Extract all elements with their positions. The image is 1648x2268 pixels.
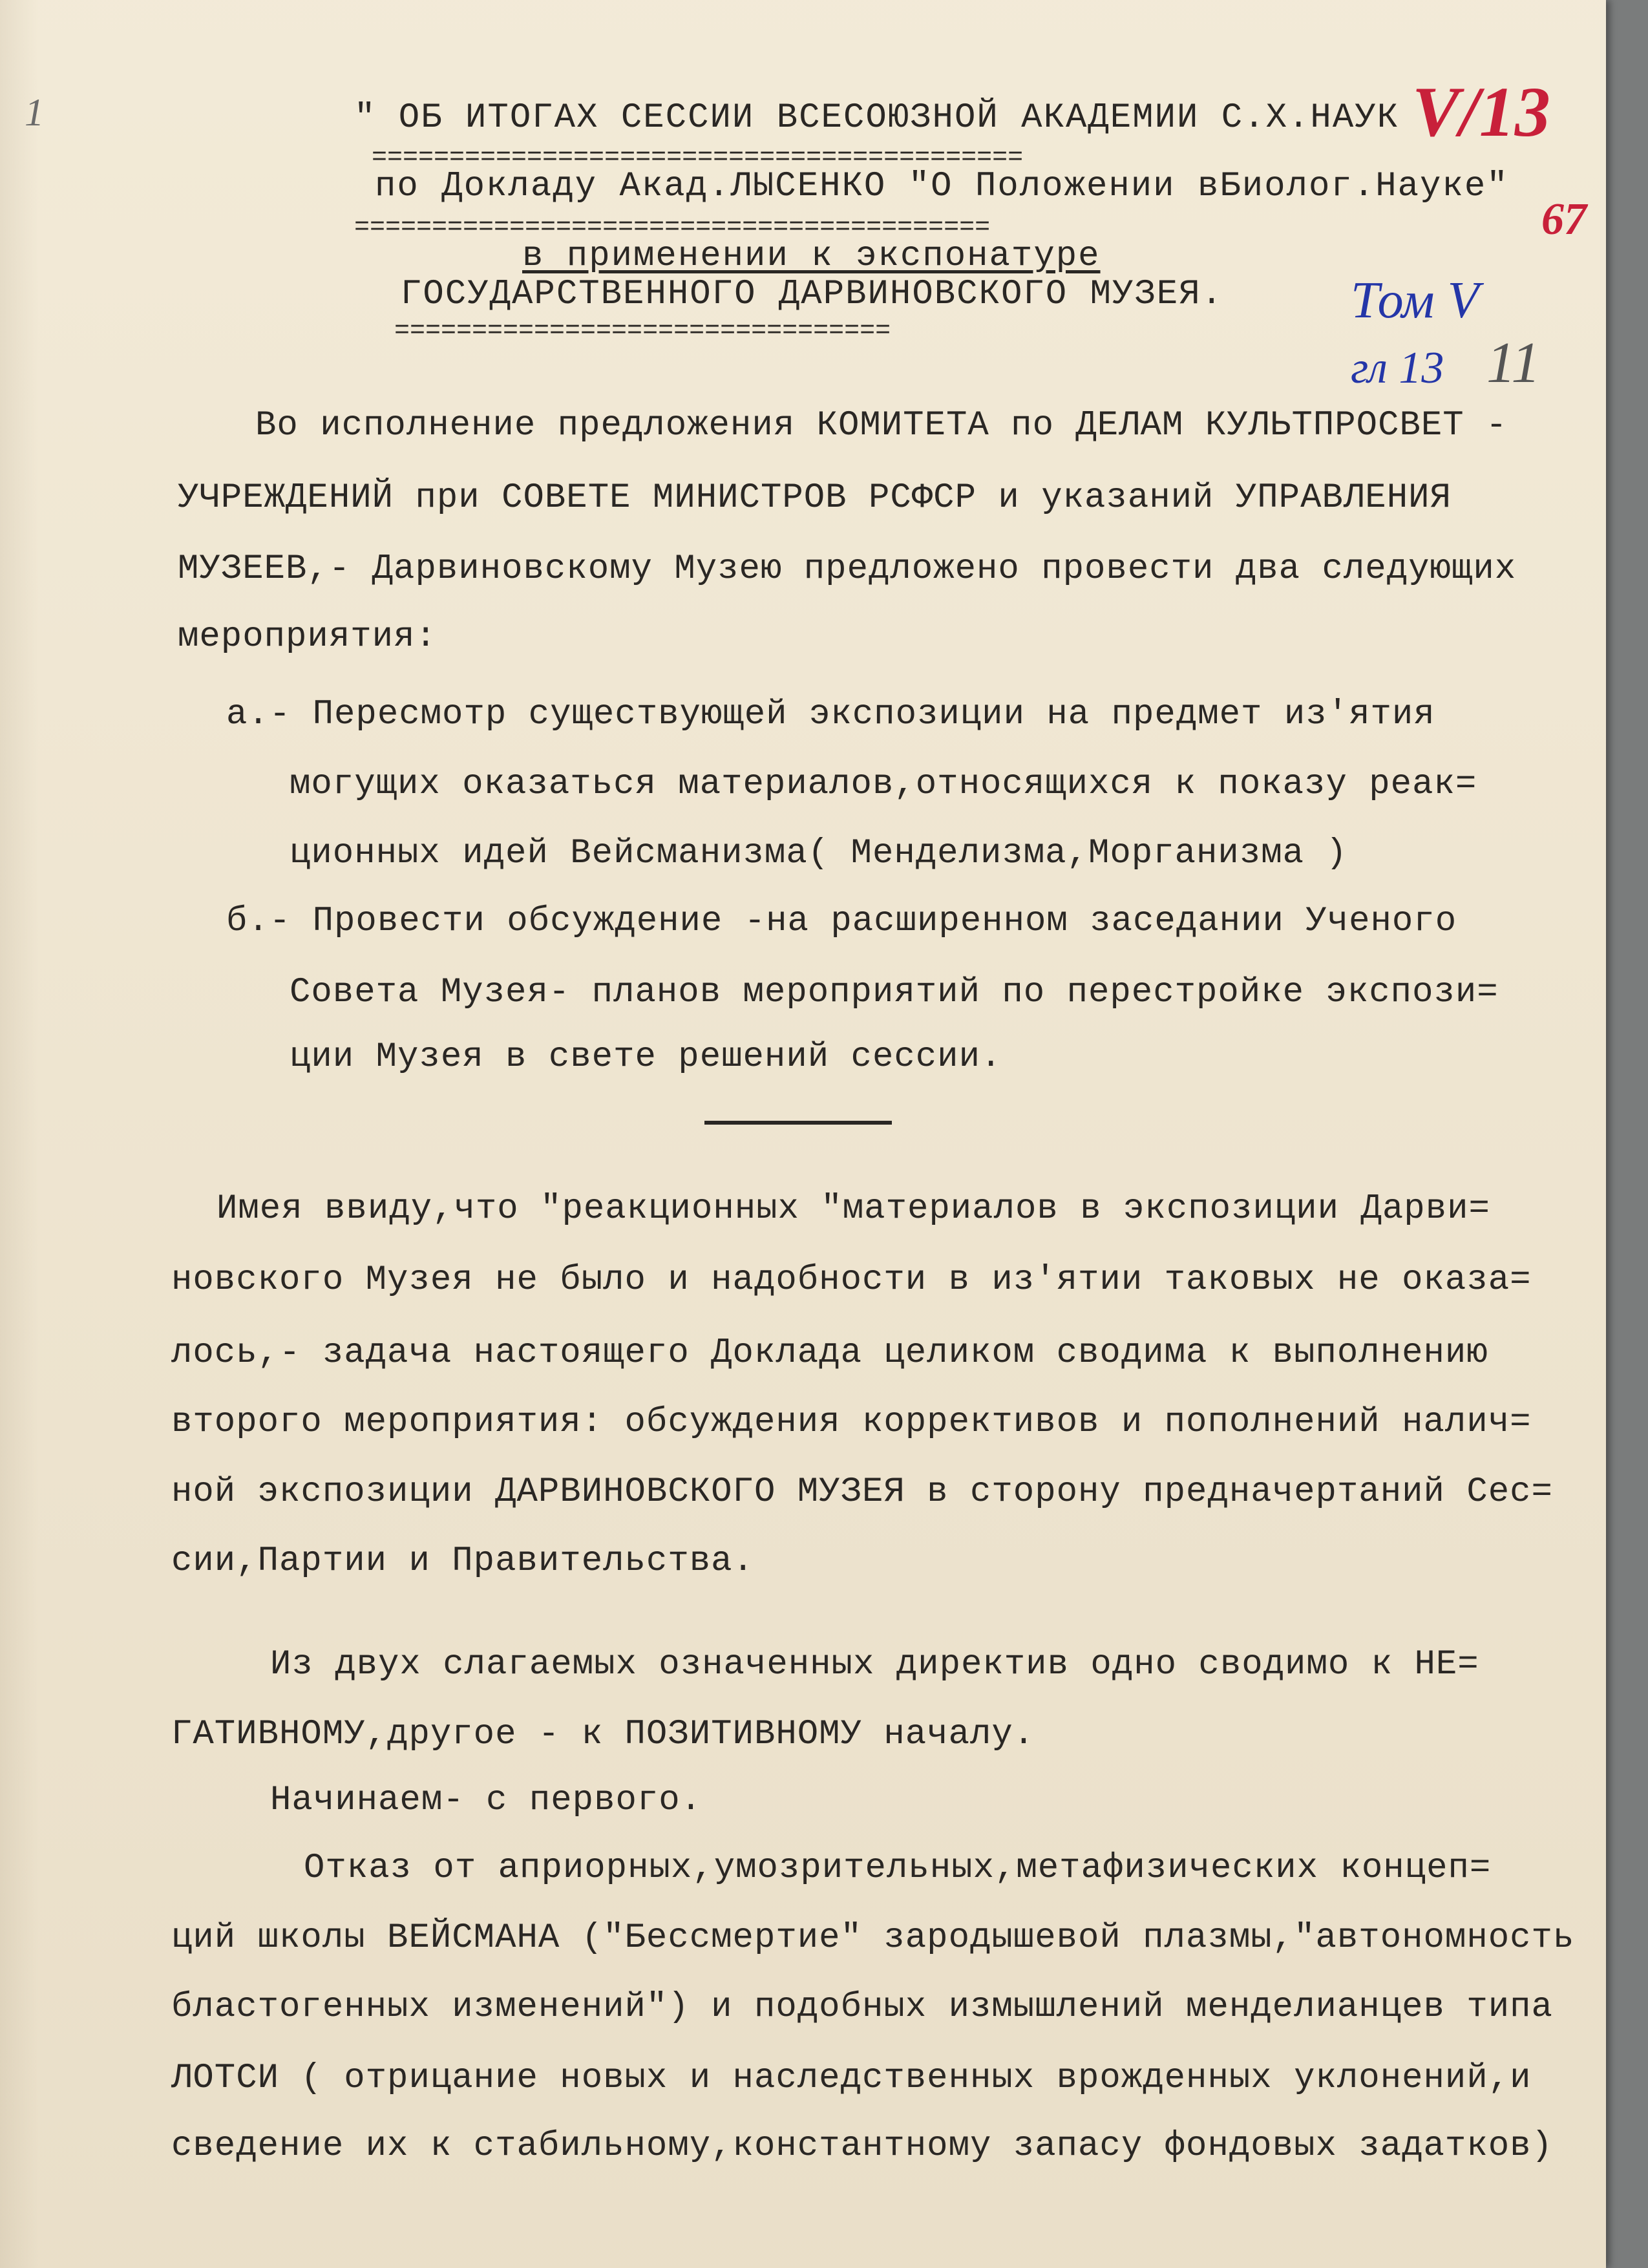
paragraph-1-line-3: МУЗЕЕВ,- Дарвиновскому Музею предложено провести два следующих [178,549,1517,589]
red-handwritten-mark: V/13 [1412,72,1550,151]
header-separator-3: ================================ [394,317,891,346]
paragraph-2-line-2: новского Музея не было и надобности в из'ятии таковых не оказа= [171,1260,1532,1300]
item-b-line-3: ции Музея в свете решений сессии. [290,1037,1002,1077]
blue-handwritten-volume: Том V [1351,272,1479,329]
red-handwritten-sub: 67 [1541,195,1587,244]
item-b-line-2: Совета Музея- планов мероприятий по перестройке экспози= [290,973,1499,1012]
header-line-1: " ОБ ИТОГАХ СЕССИИ ВСЕСОЮЗНОЙ АКАДЕМИИ С.Х.НАУК [354,98,1400,138]
paragraph-5-line-4: ЛОТСИ ( отрицание новых и наследственных врожденных уклонений,и [171,2059,1532,2098]
header-separator-1: ========================================== [372,143,1024,173]
item-a-line-2: могущих оказаться материалов,относящихся к показу реак= [290,765,1477,804]
paragraph-3-line-1: Из двух слагаемых означенных директив одно сводимо к НЕ= [270,1645,1479,1684]
paragraph-3-line-2: ГАТИВНОМУ,другое - к ПОЗИТИВНОМУ началу. [171,1715,1035,1754]
paragraph-2-line-5: ной экспозиции ДАРВИНОВСКОГО МУЗЕЯ в сторону предначертаний Сес= [171,1472,1553,1512]
section-divider [704,1121,892,1125]
paragraph-1-line-1: Во исполнение предложения КОМИТЕТА по ДЕЛАМ КУЛЬТПРОСВЕТ - [255,406,1508,445]
paragraph-1-line-2: УЧРЕЖДЕНИЙ при СОВЕТЕ МИНИСТРОВ РСФСР и указаний УПРАВЛЕНИЯ [178,478,1452,518]
header-line-3: в применении к экспонатуре [522,237,1101,276]
paragraph-5-line-3: бластогенных изменений") и подобных измышлений менделианцев типа [171,1987,1553,2027]
item-a-line-1: а.- Пересмотр существующей экспозиции на предмет из'ятия [226,695,1435,734]
paragraph-2-line-4: второго мероприятия: обсуждения коррективов и пополнений налич= [171,1403,1532,1442]
paragraph-2-line-6: сии,Партии и Правительства. [171,1542,754,1581]
paragraph-4-line-1: Начинаем- с первого. [270,1781,703,1820]
blue-handwritten-chapter: гл 13 [1351,343,1444,393]
item-b-line-1: б.- Провести обсуждение -на расширенном заседании Ученого [226,902,1457,941]
paragraph-5-line-5: сведение их к стабильному,константному запасу фондовых задатков) [171,2126,1553,2166]
header-separator-2: ========================================= [354,213,991,242]
paragraph-5-line-1: Отказ от априорных,умозрительных,метафизических концеп= [304,1849,1492,1888]
paragraph-1-line-4: мероприятия: [178,617,437,657]
margin-page-mark: 1 [25,91,44,134]
paragraph-5-line-2: ций школы ВЕЙСМАНА ("Бессмертие" зародышевой плазмы,"автономность [171,1918,1575,1958]
header-line-4: ГОСУДАРСТВЕННОГО ДАРВИНОВСКОГО МУЗЕЯ. [401,275,1223,314]
paragraph-2-line-3: лось,- задача настоящего Доклада целиком сводима к выполнению [171,1333,1488,1373]
paragraph-2-line-1: Имея ввиду,что "реакционных "материалов в экспозиции Дарви= [217,1189,1490,1229]
header-line-2: по Докладу Акад.ЛЫСЕНКО "О Положении вБиолог.Науке" [375,167,1509,206]
gray-handwritten-mark: 11 [1486,331,1541,395]
item-a-line-3: ционных идей Вейсманизма( Менделизма,Морганизма ) [290,834,1347,873]
